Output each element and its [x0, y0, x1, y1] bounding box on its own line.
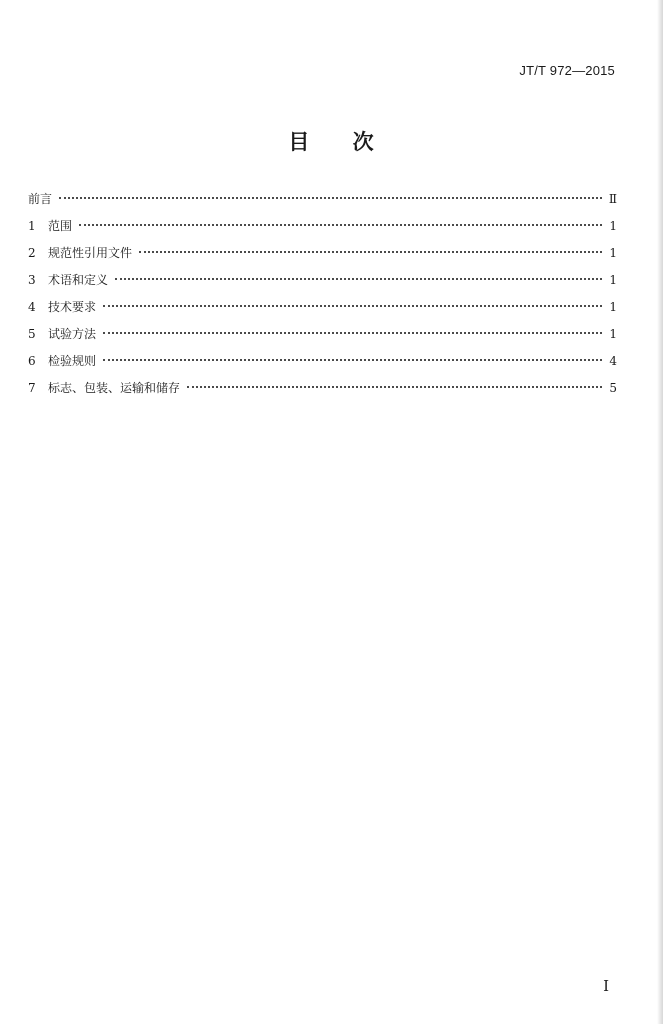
toc-entry-label: 术语和定义 — [48, 273, 109, 287]
toc-entry-marking-packaging[interactable] — [28, 379, 617, 406]
toc-entry-number: 2 — [28, 246, 36, 260]
toc-title: 目 次 — [288, 130, 375, 154]
toc-entry-normative-references[interactable] — [28, 244, 617, 271]
toc-list — [28, 190, 617, 406]
toc-leader-dots — [79, 224, 602, 226]
toc-entry-number: 3 — [28, 273, 36, 287]
toc-entry-label: 范围 — [48, 219, 73, 233]
toc-entry-label: 检验规则 — [48, 354, 97, 368]
toc-entry-label: 前言 — [28, 192, 53, 206]
toc-entry-number: 1 — [28, 219, 36, 233]
toc-entry-page: 1 — [609, 273, 617, 287]
toc-entry-scope[interactable] — [28, 217, 617, 244]
toc-entry-number: 6 — [28, 354, 36, 368]
toc-entry-label: 规范性引用文件 — [48, 246, 133, 260]
toc-leader-dots — [187, 386, 602, 388]
toc-entry-technical-requirements[interactable] — [28, 298, 617, 325]
toc-entry-number: 4 — [28, 300, 36, 314]
toc-entry-page: 1 — [609, 246, 617, 260]
toc-entry-label: 标志、包装、运输和储存 — [48, 381, 181, 395]
toc-entry-page: Ⅱ — [608, 192, 617, 206]
toc-entry-page: 5 — [609, 381, 617, 395]
standard-code: JT/T 972—2015 — [519, 63, 615, 78]
toc-entry-preface[interactable] — [28, 190, 617, 217]
toc-entry-test-methods[interactable] — [28, 325, 617, 352]
toc-entry-terms-definitions[interactable] — [28, 271, 617, 298]
toc-leader-dots — [59, 197, 602, 199]
toc-entry-page: 1 — [609, 219, 617, 233]
toc-entry-page: 1 — [609, 300, 617, 314]
toc-entry-page: 1 — [609, 327, 617, 341]
toc-leader-dots — [139, 251, 602, 253]
toc-leader-dots — [103, 305, 602, 307]
toc-entry-label: 试验方法 — [48, 327, 97, 341]
toc-leader-dots — [103, 359, 602, 361]
toc-leader-dots — [115, 278, 602, 280]
toc-entry-page: 4 — [609, 354, 617, 368]
toc-entry-label: 技术要求 — [48, 300, 97, 314]
toc-entry-inspection-rules[interactable] — [28, 352, 617, 379]
toc-entry-number: 5 — [28, 327, 36, 341]
toc-leader-dots — [103, 332, 602, 334]
page-number: I — [603, 977, 609, 995]
toc-entry-number: 7 — [28, 381, 36, 395]
